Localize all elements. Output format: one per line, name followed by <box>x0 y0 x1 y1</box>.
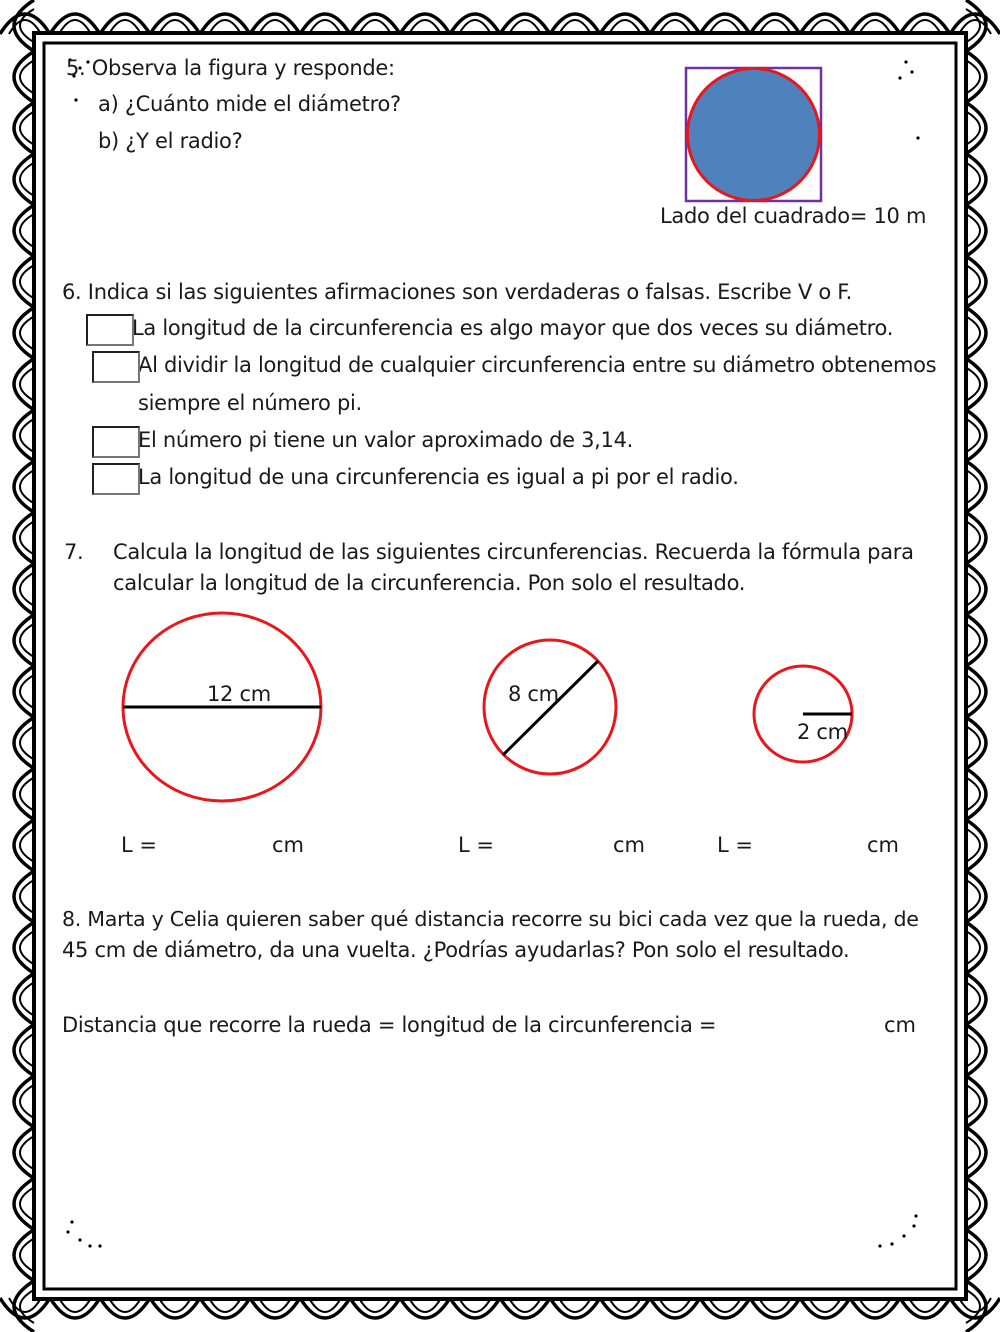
q6-vf-field-3[interactable] <box>92 426 140 458</box>
q8-problem-line2: 45 cm de diámetro, da una vuelta. ¿Podrías ayudarlas? Pon solo el resultado. <box>62 938 850 962</box>
q7-answer-1-field[interactable] <box>160 831 269 859</box>
inscribed-circle <box>688 69 820 201</box>
q7-answer-3-field[interactable] <box>756 831 865 859</box>
q6-statement-4: La longitud de una circunferencia es igual a pi por el radio. <box>138 465 739 489</box>
q5-answer-b-field[interactable] <box>255 127 479 155</box>
q6-statement-1: La longitud de la circunferencia es algo mayor que dos veces su diámetro. <box>132 316 894 340</box>
q6-statement-3: El número pi tiene un valor aproximado de 3,14. <box>138 428 634 452</box>
q8-problem-line1: 8. Marta y Celia quieren saber qué distancia recorre su bici cada vez que la rueda, de <box>62 907 919 931</box>
q6-statement-2-line2: siempre el número pi. <box>138 391 362 415</box>
q7-answer-3-label: L = <box>717 833 753 857</box>
q8-answer-unit: cm <box>884 1013 917 1037</box>
q7-instructions-line1: Calcula la longitud de las siguientes circunferencias. Recuerda la fórmula para <box>113 540 914 564</box>
diameter-line <box>503 661 598 755</box>
q7-answer-3-unit: cm <box>867 833 900 857</box>
q6-vf-field-4[interactable] <box>92 463 140 495</box>
q6-statement-2-line1: Al dividir la longitud de cualquier circunferencia entre su diámetro obtenemos <box>138 353 937 377</box>
q6-vf-field-1[interactable] <box>86 314 134 346</box>
q7-circle-3-figure <box>748 660 860 768</box>
q7-circle-1-measure: 12 cm <box>207 682 271 706</box>
q7-circle-2-figure <box>478 638 623 778</box>
q5-part-b: b) ¿Y el radio? <box>98 129 243 153</box>
q7-answer-1-label: L = <box>121 833 157 857</box>
q7-circle-3-measure: 2 cm <box>797 720 848 744</box>
q7-answer-2-label: L = <box>458 833 494 857</box>
q8-answer-label: Distancia que recorre la rueda = longitud de la circunferencia = <box>62 1013 717 1037</box>
q5-square-circle-figure <box>680 62 830 207</box>
q8-answer-field[interactable] <box>720 1011 879 1039</box>
q7-answer-2-unit: cm <box>613 833 646 857</box>
q5-answer-a-field[interactable] <box>400 90 624 118</box>
q6-title: 6. Indica si las siguientes afirmaciones son verdaderas o falsas. Escribe V o F. <box>62 280 853 304</box>
q5-figure-caption: Lado del cuadrado= 10 m <box>660 204 927 228</box>
q7-answer-2-field[interactable] <box>497 831 609 859</box>
q5-title: 5. Observa la figura y responde: <box>66 56 395 80</box>
q7-answer-1-unit: cm <box>272 833 305 857</box>
q5-part-a: a) ¿Cuánto mide el diámetro? <box>98 92 401 116</box>
q6-vf-field-2[interactable] <box>92 351 140 383</box>
q7-circle-1-figure <box>115 608 330 808</box>
q7-number: 7. <box>64 540 84 564</box>
q7-instructions-line2: calcular la longitud de la circunferencia. Pon solo el resultado. <box>113 571 746 595</box>
q7-circle-2-measure: 8 cm <box>508 682 559 706</box>
